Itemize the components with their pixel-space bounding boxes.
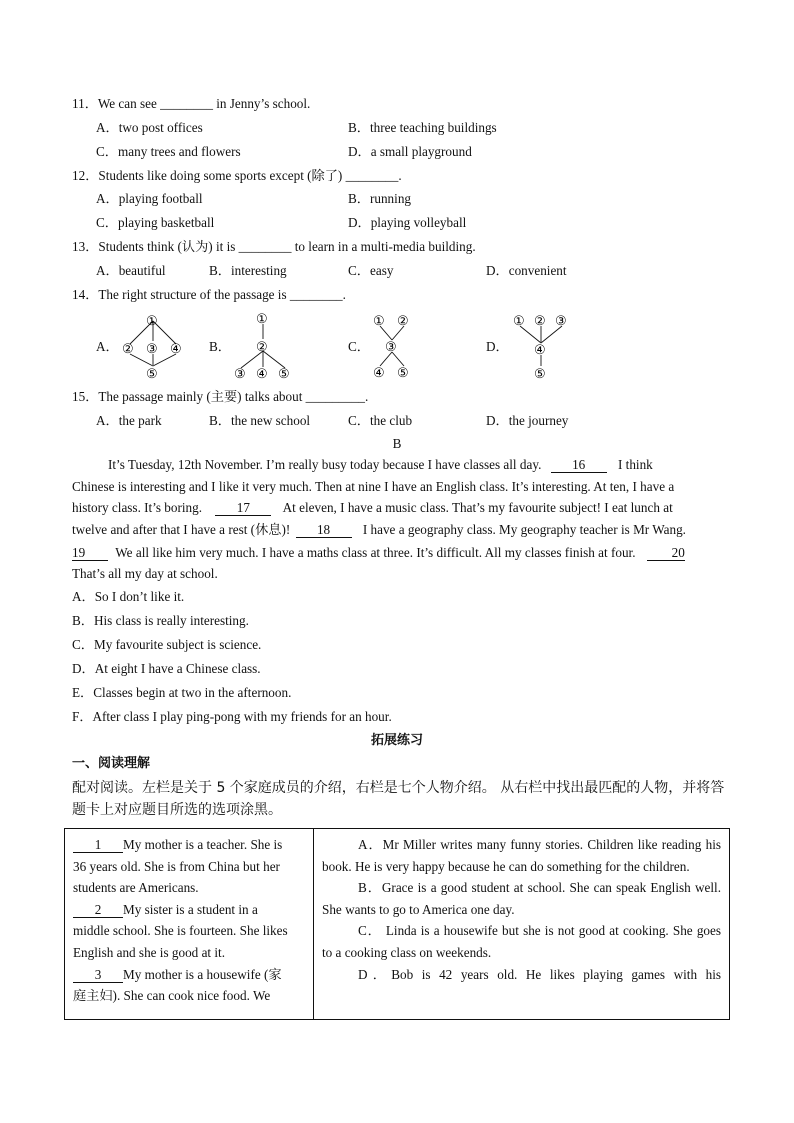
structure-diagram-a (112, 308, 198, 382)
q15-option-a: A．the park (96, 413, 162, 428)
choice-b: B．His class is really interesting. (72, 613, 249, 628)
passage-b-text: twelve and after that I have a rest (休息)! (72, 522, 291, 537)
blank-18: 18 (296, 523, 352, 538)
matching-table (64, 828, 730, 1020)
choice-d: D．At eight I have a Chinese class. (72, 661, 261, 676)
diagram-b-node-2: ② (256, 339, 268, 354)
q13-option-d: D．convenient (486, 263, 567, 278)
passage-b-line-6: That’s all my day at school. (72, 566, 218, 581)
passage-b-line-2: Chinese is interesting and I like it very much. Then at nine I have an English class. It’s interesting. At ten, I have a (72, 479, 675, 494)
q14-option-b: B． (209, 339, 231, 354)
diagram-d-node-2: ② (534, 313, 546, 328)
passage-b-line-1 (108, 457, 653, 473)
left-item-1 (73, 834, 305, 899)
q13-option-b: B．interesting (209, 263, 287, 278)
diagram-c-node-4: ④ (373, 365, 385, 380)
q12-option-c: C．playing basketball (96, 215, 215, 230)
left-column (65, 829, 314, 1020)
blank-19: 19 (72, 546, 108, 561)
passage-b-text: It’s Tuesday, 12th November. I’m really busy today because I have classes all day. (108, 457, 542, 472)
q11-option-b: B．three teaching buildings (348, 120, 497, 135)
q15-option-d: D．the journey (486, 413, 569, 428)
diagram-d-node-4: ④ (534, 342, 546, 357)
choice-c: C．My favourite subject is science. (72, 637, 262, 652)
left-item-3-line-2: 庭主妇). She can cook nice food. We (73, 988, 271, 1004)
right-column (314, 829, 730, 1020)
right-item-a: A．Mr Miller writes many funny stories. Children like reading his book. He is very happy because he can do something for the children. (322, 837, 721, 874)
question-12-stem: 12．Students like doing some sports except (除了) ________. (72, 168, 402, 183)
diagram-c-node-5: ⑤ (397, 365, 409, 380)
left-item-2-line-1: My sister is a student in a (123, 901, 258, 917)
structure-diagram-d (508, 308, 574, 382)
left-item-3-line-1: My mother is a housewife (家 (123, 966, 282, 982)
question-13-stem: 13．Students think (认为) it is ________ to learn in a multi-media building. (72, 239, 476, 254)
passage-b-text: I think (617, 457, 653, 472)
diagram-a-node-5: ⑤ (146, 366, 158, 381)
diagram-d-node-3: ③ (555, 313, 567, 328)
right-item-b: B．Grace is a good student at school. She can speak English well. She wants to go to America one day. (322, 880, 721, 917)
diagram-a-node-2: ② (122, 341, 134, 356)
q15-option-c: C．the club (348, 413, 413, 428)
q12-option-b: B．running (348, 191, 412, 206)
q11-option-c: C．many trees and flowers (96, 144, 241, 159)
left-item-3 (73, 964, 305, 1007)
left-item-2 (73, 899, 305, 964)
diagram-c-node-3: ③ (385, 339, 397, 354)
diagram-d-node-5: ⑤ (534, 366, 546, 381)
diagram-b-node-5: ⑤ (278, 366, 290, 381)
blank-17: 17 (215, 501, 271, 516)
structure-diagram-c (368, 308, 420, 382)
answer-blank-3: 3 (73, 968, 123, 983)
choice-a: A．So I don’t like it. (72, 589, 185, 604)
q14-option-c: C． (348, 339, 370, 354)
section-heading: 一、阅读理解 (72, 756, 151, 771)
passage-b-text: I have a geography class. My geography teacher is Mr Wang. (362, 522, 686, 537)
diagram-a-node-3: ③ (146, 341, 158, 356)
question-14-stem: 14．The right structure of the passage is ________. (72, 287, 346, 302)
section-b-label: B (392, 436, 402, 451)
passage-b-text: At eleven, I have a music class. That’s my favourite subject! I eat lunch at (282, 500, 673, 515)
left-item-2-line-3: English and she is good at it. (73, 944, 226, 960)
passage-b-text: history class. It’s boring. (72, 500, 203, 515)
q14-option-d: D． (486, 339, 509, 354)
question-11-stem: 11．We can see ________ in Jenny’s school. (72, 96, 311, 111)
passage-b-line-3 (72, 500, 673, 516)
diagram-c-node-2: ② (397, 313, 409, 328)
structure-diagram-b (228, 306, 298, 382)
passage-b-text: We all like him very much. I have a maths class at three. It’s difficult. All my classes finish at four. (115, 545, 636, 560)
instruction-line-2: 题卡上对应题目所选的选项涂黑。 (72, 802, 282, 818)
right-item-c: C． Linda is a housewife but she is not good at cooking. She goes to a cooking class on weekends. (322, 923, 721, 960)
diagram-d-node-1: ① (513, 313, 525, 328)
extension-title: 拓展练习 (370, 733, 423, 748)
right-item-d: D．Bob is 42 years old. He likes playing games with his (358, 966, 721, 982)
diagram-b-node-3: ③ (234, 366, 246, 381)
blank-16: 16 (551, 458, 607, 473)
q15-option-b: B．the new school (209, 413, 311, 428)
passage-b-line-5 (72, 545, 685, 561)
q11-option-a: A．two post offices (96, 120, 203, 135)
q12-option-d: D．playing volleyball (348, 215, 467, 230)
q13-option-c: C．easy (348, 263, 394, 278)
diagram-b-node-1: ① (256, 311, 268, 326)
q12-option-a: A．playing football (96, 191, 203, 206)
left-item-1-line-1: My mother is a teacher. She is (123, 837, 283, 852)
passage-b-line-4 (72, 522, 686, 538)
answer-blank-2: 2 (73, 903, 123, 918)
answer-blank-1: 1 (73, 838, 123, 853)
question-15-stem: 15．The passage mainly (主要) talks about _________. (72, 389, 369, 404)
diagram-c-node-1: ① (373, 313, 385, 328)
diagram-a-node-1: ① (146, 313, 158, 328)
diagram-a-node-4: ④ (170, 341, 182, 356)
choice-e: E．Classes begin at two in the afternoon. (72, 685, 292, 700)
blank-20: 20 (647, 546, 685, 561)
diagram-b-node-4: ④ (256, 366, 268, 381)
left-item-2-line-2: middle school. She is fourteen. She likes (73, 923, 288, 939)
left-item-1-line-3: students are Americans. (73, 880, 199, 896)
choice-f: F．After class I play ping-pong with my friends for an hour. (72, 709, 392, 724)
q13-option-a: A．beautiful (96, 263, 166, 278)
instruction-line-1: 配对阅读。左栏是关于 5 个家庭成员的介绍，右栏是七个人物介绍。 从右栏中找出最匹配的人物，并将答 (72, 780, 725, 796)
q11-option-d: D．a small playground (348, 144, 472, 159)
left-item-1-line-2: 36 years old. She is from China but her (73, 858, 280, 874)
q14-option-a: A． (96, 339, 119, 354)
